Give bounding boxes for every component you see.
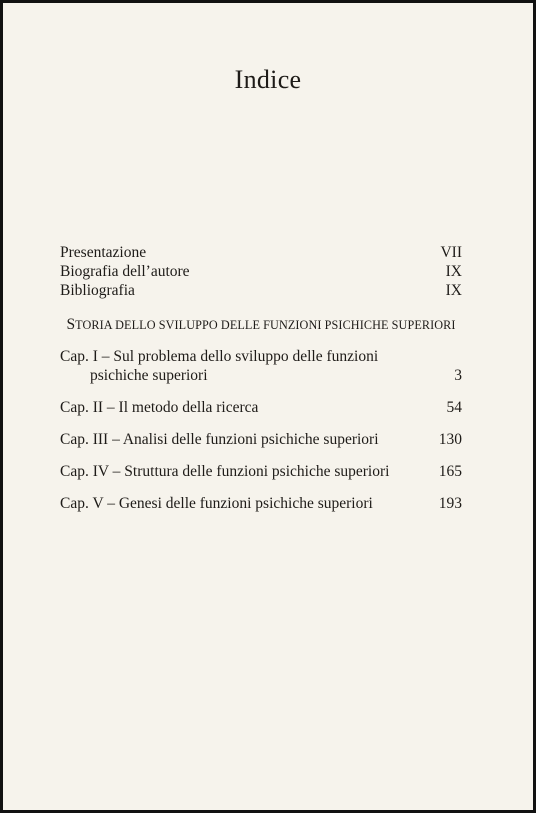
toc-entry-chapter-4 [60,463,462,482]
chapter-page: 130 [438,431,462,448]
section-heading [60,316,462,334]
front-matter-list [60,244,462,301]
chapter-title: Cap. I – Sul problema dello sviluppo delle funzioni [60,348,379,365]
toc-entry-chapter-1 [60,348,462,386]
chapter-page: 165 [438,463,462,480]
book-page [3,3,533,810]
chapter-title: Cap. III – Analisi delle funzioni psichiche superiori [60,431,379,448]
toc-entry-page: VII [440,244,462,261]
chapter-list [60,348,462,514]
toc-entry-biografia [60,263,462,282]
chapter-title: Cap. IV – Struttura delle funzioni psichiche superiori [60,463,390,480]
toc-entry-bibliografia [60,282,462,301]
page-title: Indice [234,65,302,94]
chapter-page: 3 [454,367,462,384]
chapter-title: Cap. V – Genesi delle funzioni psichiche superiori [60,495,373,512]
toc-entry-label: Presentazione [60,244,147,261]
chapter-page: 54 [446,399,462,416]
section-heading-rest: TORIA DELLO SVILUPPO DELLE FUNZIONI PSICHICHE SUPERIORI [75,318,456,332]
toc-entry-chapter-5 [60,495,462,514]
toc-entry-chapter-2 [60,399,462,418]
toc-entry-label: Bibliografia [60,282,135,299]
toc-entry-chapter-3 [60,431,462,450]
toc-entry-label: Biografia dell’autore [60,263,190,280]
chapter-title: Cap. II – Il metodo della ricerca [60,399,259,416]
chapter-title-continuation: psichiche superiori [90,367,208,384]
toc-entry-page: IX [445,263,462,280]
toc-entry-presentazione [60,244,462,263]
chapter-page: 193 [438,495,462,512]
toc-entry-page: IX [445,282,462,299]
section-heading-initial: S [66,316,76,333]
